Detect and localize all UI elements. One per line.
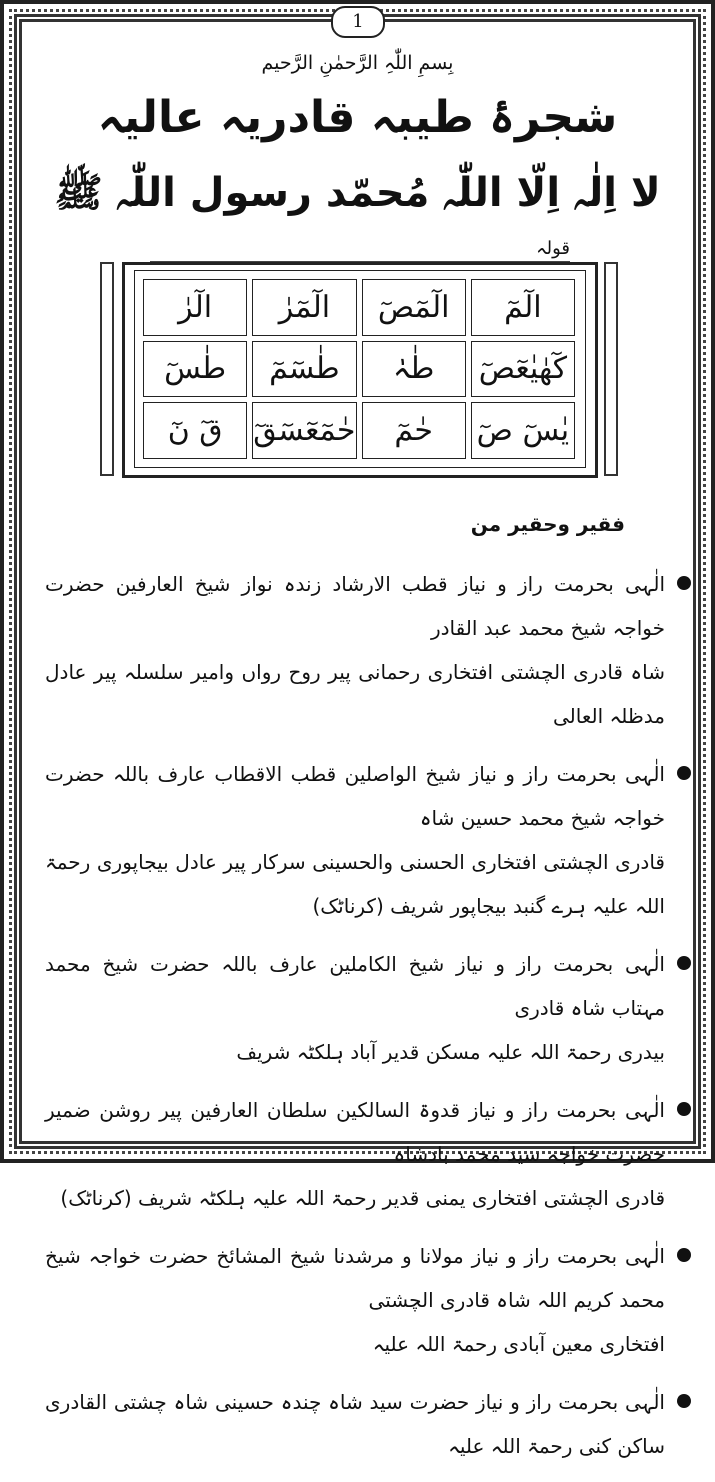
- lineage-item: [45, 942, 665, 1074]
- kalima: لا اِلٰہ اِلّا اللّٰہ مُحمّد رسول اللّٰہ ﷺ: [54, 170, 661, 216]
- lineage-item: [45, 1380, 665, 1468]
- grid-cell: یٰسٓ صٓ: [471, 402, 575, 459]
- lineage-line: قادری الچشتی افتخاری الحسنی والحسینی سرکار پیر عادل بیجاپوری رحمۃ اللہ علیہ ہرے گنبد بیجاپور شریف (کرناٹک): [45, 850, 665, 918]
- lineage-line: قادری الچشتی افتخاری یمنی قدیر رحمۃ اللہ علیہ ہلکٹہ شریف (کرناٹک): [60, 1186, 665, 1210]
- grid-cell: طٰسٓمٓ: [252, 341, 356, 398]
- bullet-icon: [677, 766, 691, 780]
- grid-cell: حٰمٓ: [362, 402, 466, 459]
- page-title: شجرۂ طیبہ قادریہ عالیہ: [97, 92, 618, 143]
- grid-cell: الٓمٓ: [471, 279, 575, 336]
- lineage-line: الٰہی بحرمت راز و نیاز مولانا و مرشدنا شیخ المشائخ حضرت خواجہ شیخ محمد کریم اللہ شاہ قادری الچشتی: [45, 1244, 665, 1312]
- grid-cell: الٓمٓصٓ: [362, 279, 466, 336]
- bullet-icon: [677, 1394, 691, 1408]
- lineage-list: [45, 562, 665, 1482]
- huruf-grid: [143, 279, 575, 459]
- grid-cell: طٰسٓ: [143, 341, 247, 398]
- left-bracket: [100, 262, 114, 476]
- faqir-line: فقیر وحقیر من: [470, 512, 625, 536]
- bullet-icon: [677, 1248, 691, 1262]
- lineage-line: شاہ قادری الچشتی افتخاری رحمانی پیر روح رواں وامیر سلسلہ پیر عادل مدظلہ العالی: [45, 660, 665, 728]
- grid-cell: الٓرٰ: [143, 279, 247, 336]
- bullet-icon: [677, 1102, 691, 1116]
- grid-cell: الٓمٓرٰ: [252, 279, 356, 336]
- lineage-line: الٰہی بحرمت راز و نیاز حضرت سید شاہ چندہ حسینی شاہ چشتی القادری ساکن کنی رحمۃ اللہ علیہ: [45, 1390, 665, 1458]
- bullet-icon: [677, 956, 691, 970]
- lineage-line: الٰہی بحرمت راز و نیاز قطب الارشاد زندہ نواز شیخ العارفین حضرت خواجہ شیخ محمد عبد القادر: [45, 572, 665, 640]
- lineage-line: الٰہی بحرمت راز و نیاز شیخ الکاملین عارف باللہ حضرت شیخ محمد مہتاب شاہ قادری: [45, 952, 665, 1020]
- qaul-label: [150, 238, 570, 262]
- lineage-item: [45, 1234, 665, 1366]
- lineage-line: الٰہی بحرمت راز و نیاز شیخ الواصلین قطب الاقطاب عارف باللہ حضرت خواجہ شیخ محمد حسین شاہ: [45, 762, 665, 830]
- qaul-text: قولہ: [536, 238, 570, 259]
- lineage-line: افتخاری معین آبادی رحمۃ اللہ علیہ: [372, 1332, 665, 1356]
- lineage-item: [45, 562, 665, 738]
- bullet-icon: [677, 576, 691, 590]
- lineage-item: [45, 1088, 665, 1220]
- lineage-line: الٰہی بحرمت راز و نیاز قدوۃ السالکین سلطان العارفین پیر روشن ضمیر حضرت خواجہ سید محمد بادشاہ: [45, 1098, 665, 1166]
- grid-cell: حٰمٓعٓسٓقٓ: [252, 402, 356, 459]
- lineage-item: [45, 752, 665, 928]
- lineage-line: بیدری رحمۃ اللہ علیہ مسکن قدیر آباد ہلکٹہ شریف: [236, 1040, 665, 1064]
- basmala: بِسمِ اللّٰہِ الرَّحمٰنِ الرَّحیم: [261, 52, 454, 74]
- right-bracket: [604, 262, 618, 476]
- grid-cell: قٓ نٓ: [143, 402, 247, 459]
- grid-cell: طٰہٰ: [362, 341, 466, 398]
- page-number: 1: [331, 6, 385, 38]
- grid-cell: کٓھٰیٰعٓصٓ: [471, 341, 575, 398]
